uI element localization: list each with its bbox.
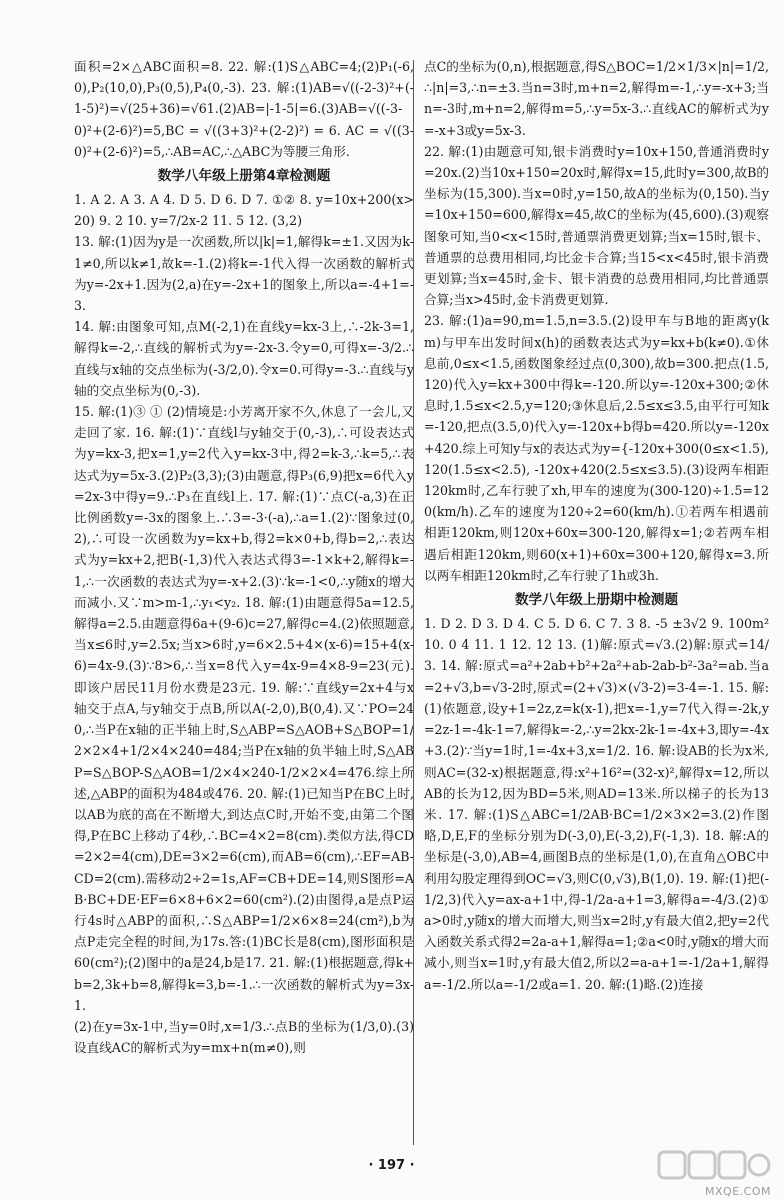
answer-paragraph: 1. D 2. D 3. D 4. C 5. D 6. C 7. 3 8. -5 ±3√2 9. 100m² 10. 0 4 11. 1 12. 12 13. (1)解:原式=√3.(2)解:原式=14/3. 14. 解:原式=a²+2ab+b²+2a²+ab-2ab-b²-3a²=ab.当a=2+√3,b=√3-2时,原式=(2+√3)×(√3-2)=3-4=-1. 15. 解:(1)依题意,设y+1=2z,z=k(x-1),把x=-1,y=7代入得=-2k,y=2z-1=-4k-1=7,解得k=-2,∴y=2kx-2k-1=-4x+3,即y=-4x+3.(2)∵当y=1时,1=-4x+3,x=1/2. 16. 解:设AB的长为x米,则AC=(32-x)根据题意,得:x²+16²=(32-x)²,解得x=12,所以AB的长为12,因为BD=5米,则AD=13米.所以梯子的长为13米. 17. 解:(1)S△ABC=1/2AB·BC=1/2×3×2=3.(2)作图略,D,E,F的坐标分别为D(-3,0),E(-3,2),F(-1,3). 18. 解:A的坐标是(-3,0),AB=4,画图B点的坐标是(1,0),在直角△OBC中利用勾股定理得到OC=√3,则C(0,√3),B(1,0). 19. 解:(1)把(-1/2,3)代入y=ax-a+1中,得-1/2a-a+1=3,解得a=-4/3.(2)①a>0时,y随x的增大而增大,则当x=2时,y有最大值2,把y=2代入函数关系式得2=2a-a+1,解得a=1;②a<0时,y随x的增大而减小,则当x=1时,y有最大值2,所以2=a-a+1=-1/2a+1,解得a=-1/2.所以a=-1/2或a=1. 20. 解:(1)略.(2)连接 [424, 616, 769, 992]
answer-paragraph: 23. 解:(1)a=90,m=1.5,n=3.5.(2)设甲车与B地的距离y(km)与甲车出发时间x(h)的函数表达式为y=kx+b(k≠0).①休息前,0≤x<1.5,函数图象经过点(0,300),故b=300.把点(1.5,120)代入y=kx+300中得k=-120.所以y=-120x+300;②休息时,1.5≤x<2.5,y=120;③休息后,2.5≤x≤3.5,由平行可知k=-120,把点(3.5,0)代入y=-120x+b得b=420.所以y=-120x+420.综上可知y与x的表达式为y={-120x+300(0≤x<1.5), 120(1.5≤x<2.5), -120x+420(2.5≤x≤3.5).(3)设两车相距120km时,乙车行驶了xh,甲车的速度为(300-120)÷1.5=120(km/h).乙车的速度为120÷2=60(km/h).①若两车相遇前相距120km,则120x+60x=300-120,解得x=1;②若两车相遇后相距120km,则60(x+1)+60x=300+120,解得x=3.所以两车相距120km时,乙车行驶了1h或3h. [424, 313, 769, 583]
answer-paragraph: 22. 解:(1)由题意可知,银卡消费时y=10x+150,普通消费时y=20x.(2)当10x+150=20x时,解得x=15,此时y=300,故B的坐标为(15,300).当x=0时,y=150,故A的坐标为(0,150).当y=10x+150=600,解得x=45,故C的坐标为(45,600).(3)观察图象可知,当0<x<15时,普通票消费更划算;当x=15时,银卡、普通票的总费用相同,均比金卡合算;当15<x<45时,银卡消费更划算;当x=45时,金卡、银卡消费的总费用相同,均比普通票合算;当x>45时,金卡消费更划算. [424, 143, 769, 308]
watermark-text: MXQE.COM [705, 1185, 771, 1198]
answer-paragraph: 面积=2×△ABC面积=8. 22. 解:(1)S△ABC=4;(2)P₁(-6,0),P₂(10,0),P₃(0,5),P₄(0,-3). 23. 解:(1)AB=√((-2-3)²+(-1-5)²)=√(25+36)=√61.(2)AB=|-1-5|=6.(3)AB=√((-3-0)²+(2-6)²)=5,BC = √((3+3)²+(2-2)²) = 6. AC = √((3-0)²+(2-6)²)=5,∴AB=AC,∴△ABC为等腰三角形. [74, 59, 414, 159]
section-heading-midterm-test: 数学八年级上册期中检测题 [514, 592, 679, 609]
answer-paragraph: 13. 解:(1)因为y是一次函数,所以|k|=1,解得k=±1.又因为k-1≠0,所以k≠1,故k=-1.(2)将k=-1代入得一次函数的解析式为y=-2x+1.因为(2,a)在y=-2x+1的图象上,所以a=-4+1=-3. [74, 234, 414, 314]
answer-paragraph: 点C的坐标为(0,n),根据题意,得S△BOC=1/2×1/3×|n|=1/2,∴|n|=3,∴n=±3.当n=3时,m+n=2,解得m=-1,∴y=-x+3;当n=-3时,m+n=2,解得m=5,∴y=5x-3.∴直线AC的解析式为y=-x+3或y=5x-3. [424, 59, 769, 138]
answer-paragraph: 1. A 2. A 3. A 4. D 5. D 6. D 7. ①② 8. y=10x+200(x>20) 9. 2 10. y=7/2x-2 11. 5 12. (3,2) [74, 192, 414, 229]
section-heading-chapter4-test: 数学八年级上册第4章检测题 [157, 168, 331, 185]
right-column [424, 56, 769, 995]
answer-paragraph: 14. 解:由图象可知,点M(-2,1)在直线y=kx-3上,∴-2k-3=1,解得k=-2,∴直线的解析式为y=-2x-3.令y=0,可得x=-3/2.∴直线与x轴的交点坐标为(-3/2,0).令x=0.可得y=-3.∴直线与y轴的交点坐标为(0,-3). [74, 319, 414, 398]
answer-paragraph: (2)在y=3x-1中,当y=0时,x=1/3.∴点B的坐标为(1/3,0).(3)设直线AC的解析式为y=mx+n(m≠0),则 [74, 1018, 414, 1056]
page-number: · 197 · [368, 1158, 415, 1173]
column-divider [413, 60, 414, 1145]
left-column [74, 56, 414, 1058]
answer-paragraph: 15. 解:(1)③ ① (2)情境是:小芳离开家不久,休息了一会儿,又走回了家. 16. 解:(1)∵直线l与y轴交于(0,-3),∴可设表达式为y=kx-3,把x=1,y=2代入y=kx-3中,得2=k-3,∴k=5,∴表达式为y=5x-3.(2)P₂(3,3);(3)由题意,得P₃(6,9)把x=6代入y=2x-3中得y=9.∴P₃在直线l上. 17. 解:(1)∵点C(-a,3)在正比例函数y=-3x的图象上.∴3=-3·(-a),∴a=1.(2)∵图象过(0,2),∴可设一次函数为y=kx+b,得2=k×0+b,得b=2,∴表达式为y=kx+2,把B(-1,3)代入表达式得3=-1×k+2,解得k=-1,∴一次函数的表达式为y=-x+2.(3)∵k=-1<0,∴y随x的增大而减小.又∵m>m-1,∴y₁<y₂. 18. 解:(1)由题意得5a=12.5,解得a=2.5.由题意得6a+(9-6)c=27,解得c=4.(2)依照题意,当x≤6时,y=2.5x;当x>6时,y=6×2.5+4×(x-6)=15+4(x-6)=4x-9.(3)∵8>6,∴当x=8代入y=4x-9=4×8-9=23(元).即该户居民11月份水费是23元. 19. 解:∵直线y=2x+4与x轴交于点A,与y轴交于点B,所以A(-2,0),B(0,4).又∵PO=240,∴当P在x轴的正半轴上时,S△ABP=S△AOB+S△BOP=1/2×2×4+1/2×4×240=484;当P在x轴的负半轴上时,S△ABP=S△BOP-S△AOB=1/2×4×240-1/2×2×4=476.综上所述,△ABP的面积为484或476. 20. 解:(1)已知当P在BC上时,以AB为底的高在不断增大,到达点C时,开始不变,由第二个图得,P在BC上移动了4秒,∴BC=4×2=8(cm).类似方法,得CD=2×2=4(cm),DE=3×2=6(cm),而AB=6(cm),∴EF=AB-CD=2(cm).需移动2÷2=1s,AF=CB+DE=14,则S图形=AB·BC+DE·EF=6×8+6×2=60(cm²).(2)由图得,a是点P运行4s时△ABP的面积,∴S△ABP=1/2×6×8=24(cm²),b为点P走完全程的时间,为17s.答:(1)BC长是8(cm),图形面积是60(cm²);(2)图中的a是24,b是17. 21. 解:(1)根据题意,得k+b=2,3k+b=8,解得k=3,b=-1.∴一次函数的解析式为y=3x-1. [74, 404, 414, 1013]
